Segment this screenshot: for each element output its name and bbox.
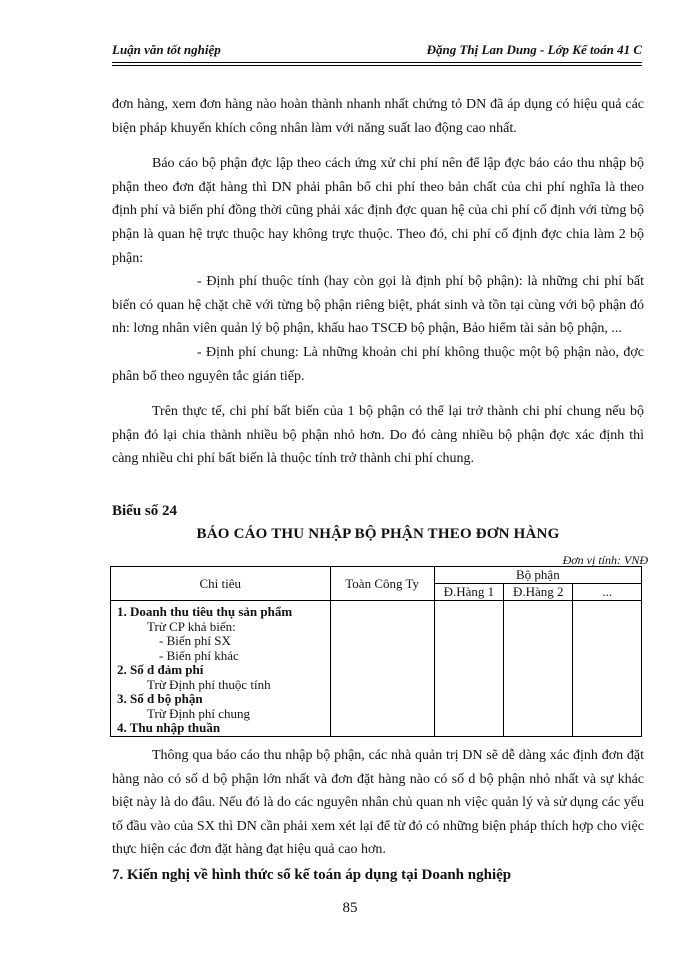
header-don-hang-2: Đ.Hàng 2 [504, 584, 573, 601]
report-row-labels [111, 601, 331, 737]
report-unit: Đơn vị tính: VNĐ [562, 553, 648, 567]
header-bo-phan: Bộ phận [434, 567, 641, 584]
row-tru-dinh-phi-thuoc-tinh: Trừ Định phí thuộc tính [147, 676, 271, 692]
row-thu-nhap-thuan: 4. Thu nhập thuần [117, 720, 221, 735]
paragraph-dinh-phi-thuoc-tinh: - Định phí thuộc tính (hay còn gọi là định phí bộ phận): là những chi phí bất biến có quan hệ chặt chẽ với từng bộ phận riêng biệt, phát sinh và tồn tại cùng với bộ phận đó nh: lơng nhân viên quản lý bộ phận, khấu hao TSCĐ bộ phận, Bảo hiểm tài sản bộ phận, ... [112, 274, 644, 337]
row-bien-phi-khac: - Biến phí khác [159, 647, 239, 663]
row-tru-dinh-phi-chung: Trừ Định phí chung [147, 705, 250, 721]
cell-don-hang-2 [504, 601, 573, 737]
paragraph-thong-qua: Thông qua báo cáo thu nhập bộ phận, các nhà quản trị DN sẽ dễ dàng xác định đơn đặt hàng nào có số d bộ phận lớn nhất và đơn đặt hàng nào có số d bộ phận nhỏ nhất và sự khác biệt này là do đâu. Nếu đó là do các nguyên nhân chủ quan nh việc quản lý và sử dụng các yếu tố đầu vào của SX thì DN cần phải xem xét lại để từ đó có những biện pháp thích hợp cho việc thực hiện các đơn đặt hàng đạt hiệu quả cao hơn. [112, 748, 644, 858]
cell-don-hang-1 [434, 601, 503, 737]
header-thesis-label: Luận văn tốt nghiệp [112, 42, 221, 57]
paragraph-thuc-te: Trên thực tế, chi phí bất biến của 1 bộ phận có thể lại trở thành chi phí chung nếu bộ phận đó lại chia thành nhiều bộ phận nhỏ hơn. Do đó càng nhiều bộ phận đợc xác định thì càng nhiều chi phí bất biến là thuộc tính trở thành chi phí chung. [112, 404, 644, 467]
header-chi-tieu: Chỉ tiêu [111, 567, 331, 601]
row-so-du-bo-phan: 3. Số d bộ phận [117, 691, 203, 706]
paragraph-dinh-phi-chung: - Định phí chung: Là những khoản chi phí không thuộc một bộ phận nào, đợc phân bổ theo nguyên tắc gián tiếp. [112, 344, 644, 384]
page-number: 85 [342, 900, 358, 916]
header-author: Đặng Thị Lan Dung - Lớp Kế toán 41 C [426, 42, 642, 57]
report-label: Biểu số 24 [112, 503, 178, 519]
row-so-du-dam-phi: 2. Số d đảm phí [117, 662, 204, 677]
paragraph-continuation: đơn hàng, xem đơn hàng nào hoàn thành nhanh nhất chứng tỏ DN đã áp dụng có hiệu quả các biện pháp khuyến khích công nhân làm với năng suất lao động cao nhất. [112, 97, 644, 136]
cell-toan-cong-ty [330, 601, 434, 737]
body-text-bottom [112, 744, 644, 862]
section-heading: 7. Kiến nghị về hình thức sổ kế toán áp dụng tại Doanh nghiệp [112, 867, 512, 883]
row-tru-cp-kha-bien: Trừ CP khả biến: [147, 618, 236, 634]
report-title: BÁO CÁO THU NHẬP BỘ PHẬN THEO ĐƠN HÀNG [196, 526, 560, 542]
header-rule [112, 65, 642, 66]
header-don-hang-more: ... [573, 584, 642, 601]
header-toan-cong-ty: Toàn Công Ty [330, 567, 434, 601]
row-bien-phi-sx: - Biến phí SX [159, 633, 231, 648]
header-don-hang-1: Đ.Hàng 1 [434, 584, 503, 601]
report-table [110, 566, 642, 737]
row-doanh-thu: 1. Doanh thu tiêu thụ sản phẩm [117, 604, 293, 619]
body-text-top [112, 93, 644, 471]
page-header [112, 40, 642, 63]
paragraph-bao-cao: Báo cáo bộ phận đợc lập theo cách ứng xử chi phí nên để lập đợc báo cáo thu nhập bộ phận theo đơn đặt hàng thì DN phải phân bổ chi phí theo bản chất của chi phí nghĩa là theo định phí và biến phí đồng thời cũng phải xác định đợc quan hệ của chi phí cố định với từng bộ phận là quan hệ trực thuộc hay không trực thuộc. Theo đó, chi phí cố định đợc chia làm 2 bộ phận: [112, 156, 644, 266]
cell-don-hang-more [573, 601, 642, 737]
